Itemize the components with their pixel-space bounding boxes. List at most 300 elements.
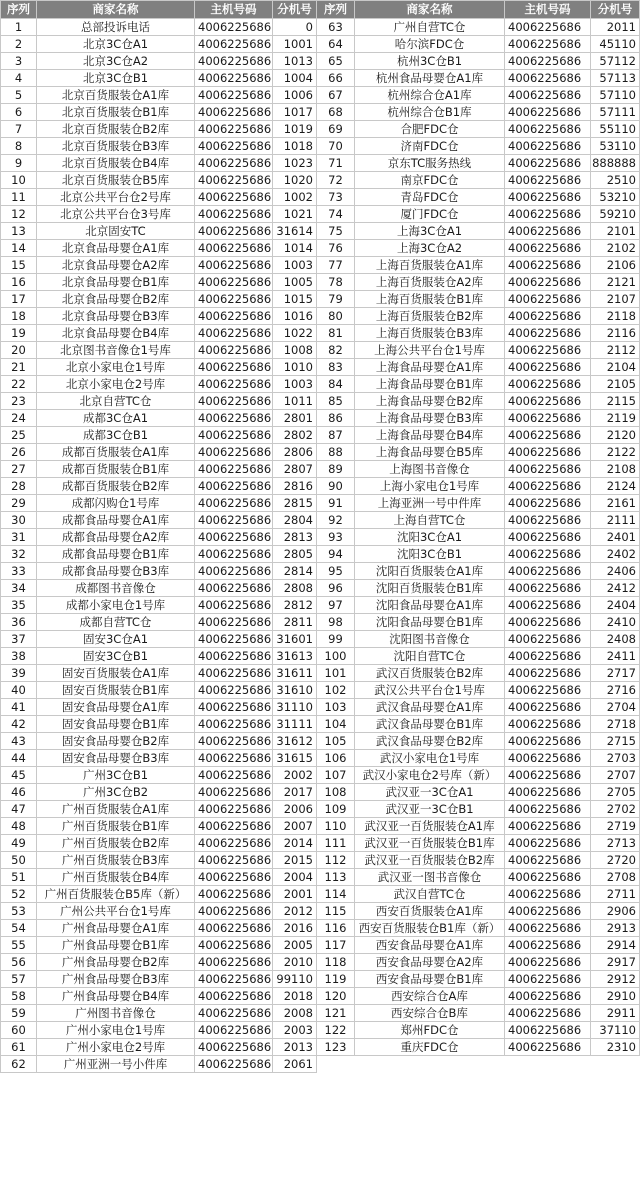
merchant-name: 上海3C仓A1 [355,223,505,240]
main-number: 4006225686 [195,1056,273,1073]
extension: 1020 [273,172,317,189]
merchant-name: 广州食品母婴仓A1库 [37,920,195,937]
table-row [317,206,640,223]
row-index: 69 [317,121,355,138]
main-number: 4006225686 [505,954,591,971]
extension: 1015 [273,291,317,308]
row-index: 112 [317,852,355,869]
main-number: 4006225686 [505,495,591,512]
merchant-name: 武汉亚一百货服装仓A1库 [355,818,505,835]
table-row [1,240,317,257]
merchant-name: 广州百货服装仓B1库 [37,818,195,835]
row-index: 62 [1,1056,37,1073]
extension: 2705 [591,784,640,801]
row-index: 35 [1,597,37,614]
row-index: 61 [1,1039,37,1056]
row-index: 96 [317,580,355,597]
main-number: 4006225686 [195,172,273,189]
row-index: 38 [1,648,37,665]
merchant-name: 武汉食品母婴仓B1库 [355,716,505,733]
main-number: 4006225686 [195,189,273,206]
table-row [1,903,317,920]
merchant-name: 武汉食品母婴仓A1库 [355,699,505,716]
main-number: 4006225686 [505,478,591,495]
extension: 2411 [591,648,640,665]
table-row [1,308,317,325]
merchant-name: 广州食品母婴仓B3库 [37,971,195,988]
merchant-name: 广州自营TC仓 [355,19,505,36]
row-index: 103 [317,699,355,716]
row-index: 26 [1,444,37,461]
row-index: 33 [1,563,37,580]
table-row [317,376,640,393]
row-index: 36 [1,614,37,631]
extension: 31613 [273,648,317,665]
row-index: 77 [317,257,355,274]
extension: 2720 [591,852,640,869]
extension: 2004 [273,869,317,886]
row-index: 52 [1,886,37,903]
table-row [1,954,317,971]
extension: 2121 [591,274,640,291]
extension: 2018 [273,988,317,1005]
table-row [317,444,640,461]
table-row [1,988,317,1005]
row-index: 42 [1,716,37,733]
main-number: 4006225686 [505,580,591,597]
main-number: 4006225686 [195,155,273,172]
merchant-name: 北京食品母婴仓B1库 [37,274,195,291]
row-index: 83 [317,359,355,376]
extension: 2161 [591,495,640,512]
merchant-name: 北京小家电仓2号库 [37,376,195,393]
main-number: 4006225686 [195,631,273,648]
table-row [317,274,640,291]
row-index: 46 [1,784,37,801]
extension: 1013 [273,53,317,70]
table-row [1,155,317,172]
merchant-name: 上海百货服装仓B2库 [355,308,505,325]
extension: 2910 [591,988,640,1005]
extension: 2105 [591,376,640,393]
table-row [1,274,317,291]
table-row [317,767,640,784]
merchant-name: 成都食品母婴仓B3库 [37,563,195,580]
main-number: 4006225686 [195,444,273,461]
merchant-name: 北京3C仓A1 [37,36,195,53]
merchant-name: 成都3C仓A1 [37,410,195,427]
extension: 2120 [591,427,640,444]
extension: 2015 [273,852,317,869]
merchant-name: 上海图书音像仓 [355,461,505,478]
merchant-name: 上海食品母婴仓B5库 [355,444,505,461]
extension: 57111 [591,104,640,121]
merchant-name: 武汉亚一百货服装仓B2库 [355,852,505,869]
table-row [317,835,640,852]
row-index: 14 [1,240,37,257]
row-index: 85 [317,393,355,410]
extension: 2708 [591,869,640,886]
table-row [1,189,317,206]
row-index: 110 [317,818,355,835]
row-index: 97 [317,597,355,614]
extension: 2914 [591,937,640,954]
main-number: 4006225686 [195,750,273,767]
row-index: 109 [317,801,355,818]
table-row [317,257,640,274]
merchant-name: 沈阳食品母婴仓B1库 [355,614,505,631]
main-number: 4006225686 [195,495,273,512]
row-index: 43 [1,733,37,750]
extension: 2510 [591,172,640,189]
table-row [1,1005,317,1022]
table-left [0,0,317,1073]
merchant-name: 上海食品母婴仓A1库 [355,359,505,376]
table-row [317,869,640,886]
merchant-name: 北京图书音像仓1号库 [37,342,195,359]
extension: 2404 [591,597,640,614]
row-index: 54 [1,920,37,937]
merchant-name: 武汉小家电仓1号库 [355,750,505,767]
row-index: 59 [1,1005,37,1022]
table-row [1,529,317,546]
header-phone: 主机号码 [195,1,273,19]
table-row [1,53,317,70]
row-index: 108 [317,784,355,801]
merchant-name: 武汉小家电仓2号库（新） [355,767,505,784]
merchant-name: 青岛FDC仓 [355,189,505,206]
main-number: 4006225686 [195,682,273,699]
table-row [317,699,640,716]
merchant-name: 上海百货服装仓A2库 [355,274,505,291]
main-number: 4006225686 [195,665,273,682]
row-index: 10 [1,172,37,189]
table-row [1,920,317,937]
extension: 2012 [273,903,317,920]
extension: 2804 [273,512,317,529]
table-row [317,648,640,665]
extension: 2002 [273,767,317,784]
row-index: 65 [317,53,355,70]
merchant-name: 北京百货服装仓A1库 [37,87,195,104]
main-number: 4006225686 [195,1039,273,1056]
merchant-name: 西安百货服装仓A1库 [355,903,505,920]
row-index: 56 [1,954,37,971]
table-row [1,665,317,682]
main-number: 4006225686 [195,427,273,444]
table-row [317,104,640,121]
merchant-name: 上海小家电仓1号库 [355,478,505,495]
merchant-name: 广州图书音像仓 [37,1005,195,1022]
main-number: 4006225686 [505,1039,591,1056]
table-row [317,410,640,427]
extension: 2101 [591,223,640,240]
merchant-name: 广州百货服装仓A1库 [37,801,195,818]
row-index: 84 [317,376,355,393]
main-number: 4006225686 [505,359,591,376]
main-number: 4006225686 [505,614,591,631]
main-number: 4006225686 [195,53,273,70]
main-number: 4006225686 [505,376,591,393]
merchant-name: 北京公共平台仓2号库 [37,189,195,206]
main-number: 4006225686 [505,665,591,682]
merchant-name: 上海食品母婴仓B4库 [355,427,505,444]
merchant-name: 广州百货服装仓B5库（新） [37,886,195,903]
extension: 1017 [273,104,317,121]
extension: 2116 [591,325,640,342]
row-index: 16 [1,274,37,291]
merchant-name: 广州百货服装仓B2库 [37,835,195,852]
row-index: 67 [317,87,355,104]
header-phone: 主机号码 [505,1,591,19]
merchant-name: 沈阳百货服装仓B1库 [355,580,505,597]
merchant-name: 北京公共平台仓3号库 [37,206,195,223]
extension: 31111 [273,716,317,733]
merchant-name: 北京百货服装仓B5库 [37,172,195,189]
merchant-name: 西安综合仓B库 [355,1005,505,1022]
extension: 1003 [273,257,317,274]
table-row [1,342,317,359]
extension: 31610 [273,682,317,699]
table-row [317,495,640,512]
main-number: 4006225686 [195,886,273,903]
merchant-name: 北京百货服装仓B2库 [37,121,195,138]
main-number: 4006225686 [505,920,591,937]
extension: 2717 [591,665,640,682]
row-index: 29 [1,495,37,512]
main-number: 4006225686 [195,937,273,954]
extension: 2913 [591,920,640,937]
table-row [317,53,640,70]
table-row [317,393,640,410]
row-index: 55 [1,937,37,954]
row-index: 39 [1,665,37,682]
extension: 37110 [591,1022,640,1039]
row-index: 13 [1,223,37,240]
extension: 2107 [591,291,640,308]
extension: 2013 [273,1039,317,1056]
table-row [317,36,640,53]
merchant-name: 北京自营TC仓 [37,393,195,410]
merchant-name: 北京食品母婴仓B4库 [37,325,195,342]
table-row [1,784,317,801]
extension: 1010 [273,359,317,376]
main-number: 4006225686 [195,1022,273,1039]
table-row [317,580,640,597]
main-number: 4006225686 [195,410,273,427]
merchant-name: 固安百货服装仓A1库 [37,665,195,682]
extension: 1018 [273,138,317,155]
extension: 1021 [273,206,317,223]
row-index: 106 [317,750,355,767]
merchant-name: 北京3C仓A2 [37,53,195,70]
table-row [317,155,640,172]
row-index: 32 [1,546,37,563]
row-index: 99 [317,631,355,648]
merchant-name: 北京百货服装仓B3库 [37,138,195,155]
table-row [1,733,317,750]
main-number: 4006225686 [505,104,591,121]
main-number: 4006225686 [505,750,591,767]
row-index: 17 [1,291,37,308]
merchant-name: 成都百货服装仓A1库 [37,444,195,461]
row-index: 100 [317,648,355,665]
table-row [317,427,640,444]
row-index: 68 [317,104,355,121]
extension: 31614 [273,223,317,240]
extension: 2805 [273,546,317,563]
row-index: 81 [317,325,355,342]
row-index: 72 [317,172,355,189]
merchant-name: 上海3C仓A2 [355,240,505,257]
extension: 2061 [273,1056,317,1073]
main-number: 4006225686 [195,121,273,138]
main-number: 4006225686 [195,784,273,801]
main-number: 4006225686 [195,597,273,614]
merchant-name: 固安百货服装仓B1库 [37,682,195,699]
merchant-name: 沈阳3C仓A1 [355,529,505,546]
extension: 2704 [591,699,640,716]
row-index: 28 [1,478,37,495]
table-row [317,988,640,1005]
merchant-name: 成都3C仓B1 [37,427,195,444]
merchant-name: 固安食品母婴仓B1库 [37,716,195,733]
header-ext: 分机号 [273,1,317,19]
main-number: 4006225686 [195,1005,273,1022]
main-number: 4006225686 [195,716,273,733]
main-number: 4006225686 [505,903,591,920]
table-row [317,886,640,903]
main-number: 4006225686 [195,291,273,308]
extension: 2011 [591,19,640,36]
row-index: 20 [1,342,37,359]
merchant-name: 北京食品母婴仓B3库 [37,308,195,325]
extension: 2115 [591,393,640,410]
merchant-name: 武汉公共平台仓1号库 [355,682,505,699]
table-row [317,733,640,750]
merchant-name: 固安食品母婴仓B2库 [37,733,195,750]
main-number: 4006225686 [505,70,591,87]
main-number: 4006225686 [195,342,273,359]
main-number: 4006225686 [505,869,591,886]
row-index: 92 [317,512,355,529]
row-index: 93 [317,529,355,546]
row-index: 118 [317,954,355,971]
row-index: 73 [317,189,355,206]
header-idx: 序列 [1,1,37,19]
row-index: 37 [1,631,37,648]
table-row [1,461,317,478]
merchant-name: 武汉食品母婴仓B2库 [355,733,505,750]
merchant-name: 武汉亚一3C仓A1 [355,784,505,801]
main-number: 4006225686 [195,614,273,631]
extension: 2001 [273,886,317,903]
main-number: 4006225686 [505,512,591,529]
main-number: 4006225686 [505,291,591,308]
extension: 31611 [273,665,317,682]
main-number: 4006225686 [505,172,591,189]
main-number: 4006225686 [195,19,273,36]
main-number: 4006225686 [195,699,273,716]
table-row [1,801,317,818]
merchant-name: 成都闪购仓1号库 [37,495,195,512]
row-index: 63 [317,19,355,36]
table-row [317,291,640,308]
row-index: 1 [1,19,37,36]
row-index: 94 [317,546,355,563]
extension: 2104 [591,359,640,376]
extension: 2719 [591,818,640,835]
table-row [317,546,640,563]
extension: 2814 [273,563,317,580]
main-number: 4006225686 [195,70,273,87]
merchant-name: 固安食品母婴仓B3库 [37,750,195,767]
row-index: 2 [1,36,37,53]
table-row [1,121,317,138]
table-row [1,410,317,427]
table-row [317,801,640,818]
table-row [1,597,317,614]
table-row [1,869,317,886]
extension: 2917 [591,954,640,971]
table-row [1,750,317,767]
table-row [1,70,317,87]
row-index: 9 [1,155,37,172]
merchant-name: 厦门FDC仓 [355,206,505,223]
extension: 57110 [591,87,640,104]
row-index: 31 [1,529,37,546]
main-number: 4006225686 [505,529,591,546]
table-row [1,427,317,444]
table-row [1,359,317,376]
table-row [317,631,640,648]
table-row [1,206,317,223]
row-index: 78 [317,274,355,291]
extension: 2310 [591,1039,640,1056]
merchant-name: 武汉亚一百货服装仓B1库 [355,835,505,852]
row-index: 23 [1,393,37,410]
extension: 2401 [591,529,640,546]
extension: 2007 [273,818,317,835]
table-row [317,87,640,104]
extension: 1006 [273,87,317,104]
main-number: 4006225686 [505,393,591,410]
merchant-name: 沈阳图书音像仓 [355,631,505,648]
merchant-name: 沈阳百货服装仓A1库 [355,563,505,580]
row-index: 48 [1,818,37,835]
row-index: 58 [1,988,37,1005]
row-index: 64 [317,36,355,53]
merchant-name: 上海食品母婴仓B3库 [355,410,505,427]
row-index: 111 [317,835,355,852]
main-number: 4006225686 [505,410,591,427]
table-row [317,954,640,971]
row-index: 101 [317,665,355,682]
table-row [1,767,317,784]
extension: 2718 [591,716,640,733]
main-number: 4006225686 [505,257,591,274]
extension: 2702 [591,801,640,818]
main-number: 4006225686 [505,852,591,869]
merchant-name: 上海百货服装仓A1库 [355,257,505,274]
merchant-name: 重庆FDC仓 [355,1039,505,1056]
table-row [1,580,317,597]
table-row [1,546,317,563]
table-row [1,325,317,342]
extension: 2402 [591,546,640,563]
row-index: 21 [1,359,37,376]
row-index: 12 [1,206,37,223]
